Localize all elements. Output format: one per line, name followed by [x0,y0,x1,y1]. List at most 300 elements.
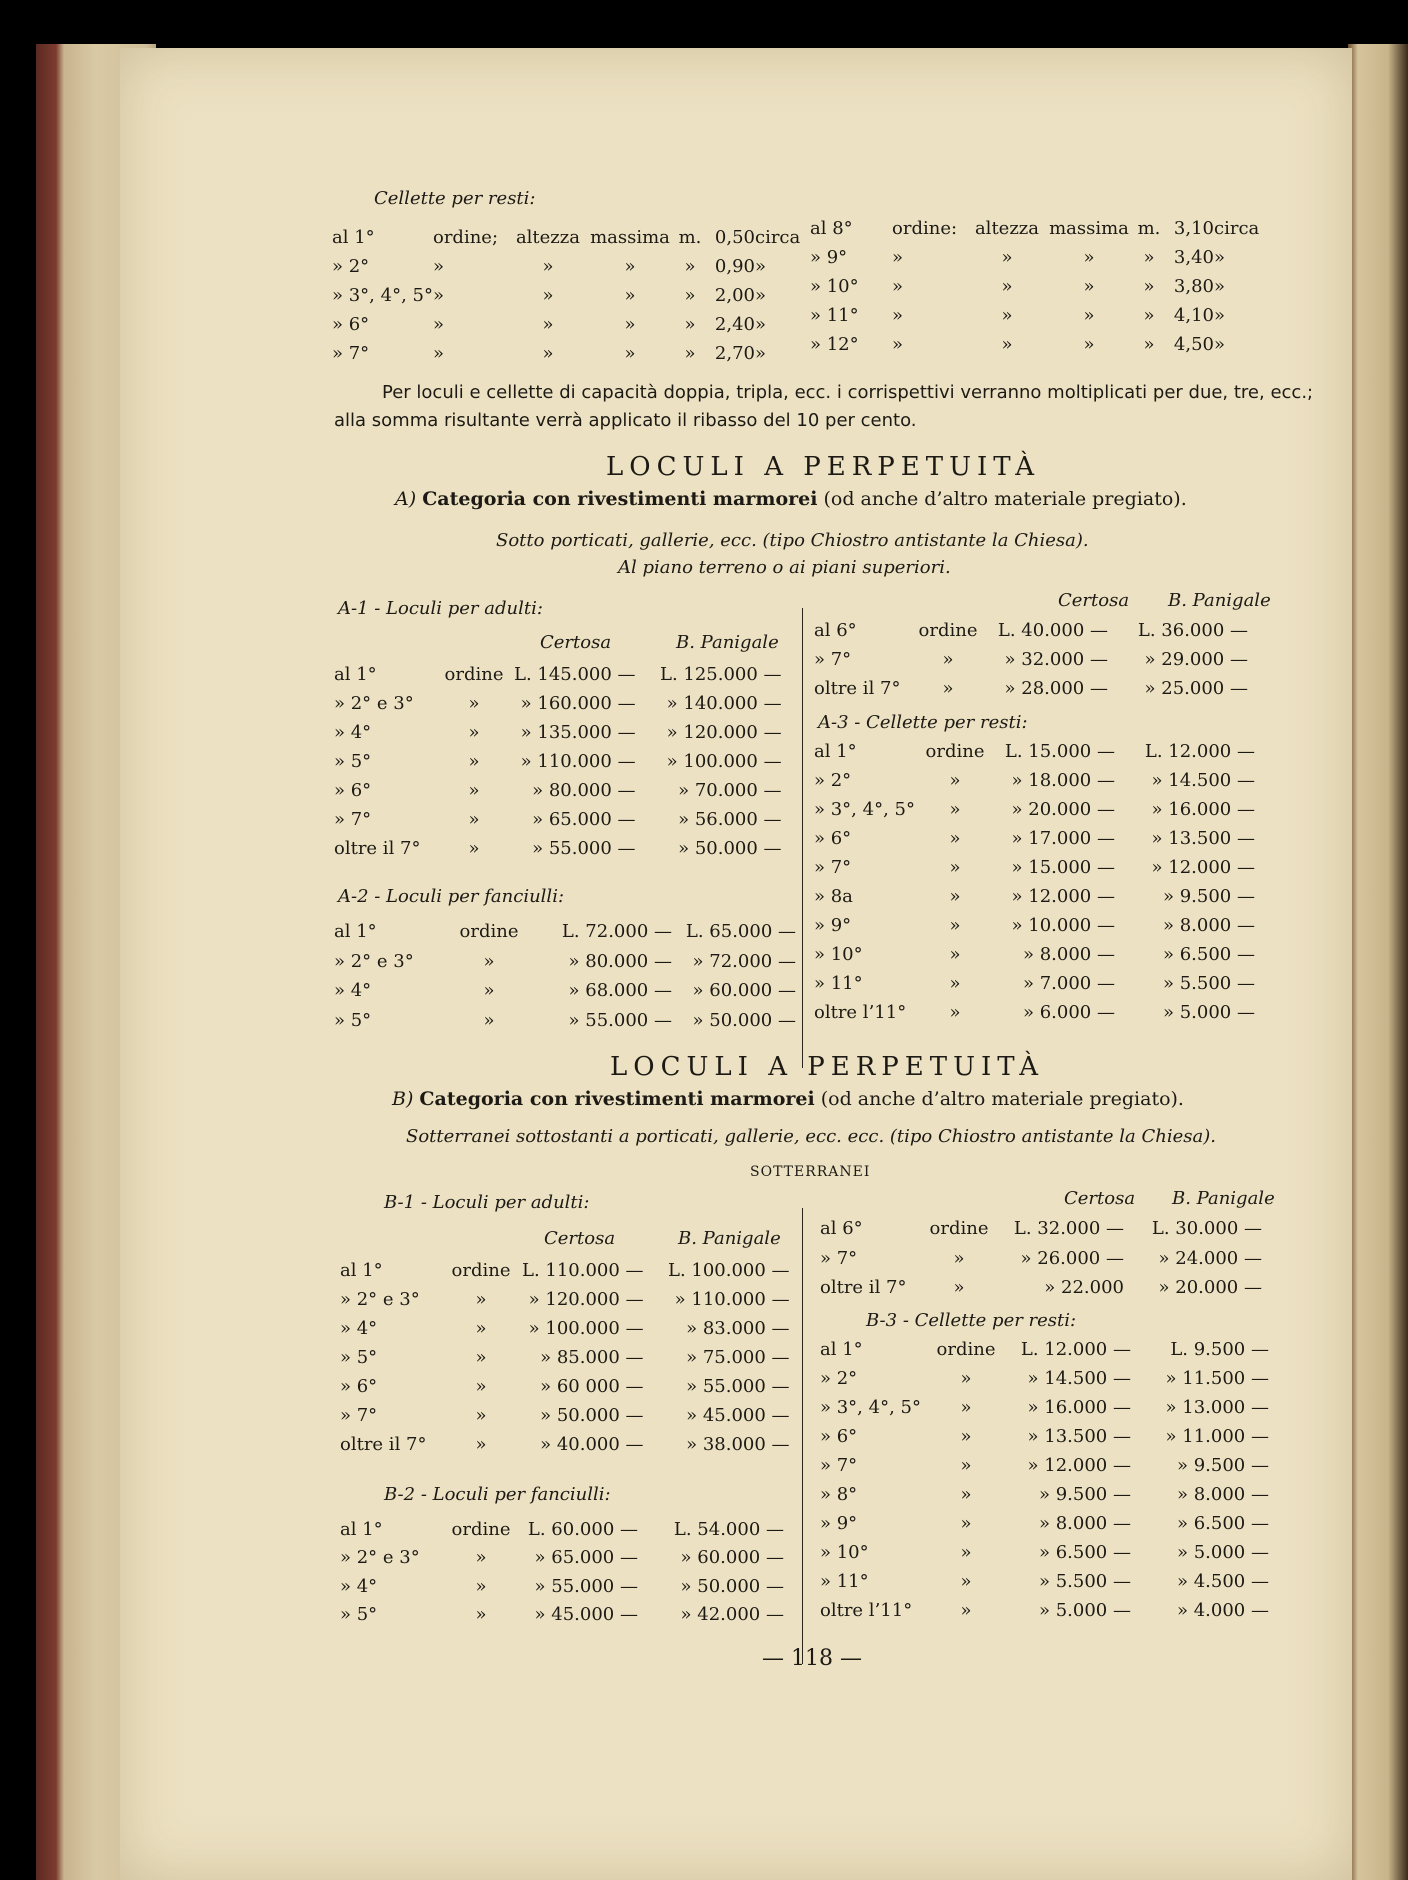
cellette-cell-d: m. [1137,218,1161,239]
price-row [814,674,1248,703]
cellette-cell-u: » [1214,247,1226,268]
cell-ordine: » [953,1247,965,1269]
cellette-row [332,252,801,281]
section-b-sub1: Sotterranei sottostanti a porticati, gallerie, ecc. ecc. (tipo Chiostro antistante la Chiesa). [406,1126,1216,1147]
cell-order: al 6° [820,1218,863,1240]
cellette-cell-b: » [1001,276,1013,297]
cellette-cell-b: » [1001,305,1013,326]
cell-ordine: ordine [444,664,504,685]
cell-panigale-price: » 6.500 — [1162,944,1255,965]
cell-order: » 3°, 4°, 5° [814,799,915,820]
cell-panigale-price: » 11.500 — [1165,1368,1269,1389]
cell-ordine: » [960,1455,972,1476]
cell-ordine: » [483,980,495,1002]
cell-panigale-price: » 24.000 — [1158,1247,1262,1269]
cell-panigale-price: » 12.000 — [1151,857,1255,878]
price-row [820,1244,1262,1274]
cell-panigale-price: » 14.500 — [1151,770,1255,791]
price-row [340,1544,784,1573]
cell-certosa-price: » 80.000 — [532,780,636,801]
sotterranei-label: SOTTERRANEI [750,1164,871,1180]
document-page [120,48,1352,1880]
cell-panigale-price: » 13.000 — [1165,1397,1269,1418]
cell-panigale-price: » 29.000 — [1144,649,1248,670]
cell-panigale-price: » 100.000 — [666,751,782,772]
cell-panigale-price: » 83.000 — [686,1318,790,1339]
cell-certosa-price: » 65.000 — [532,809,636,830]
cell-ordine: ordine [929,1218,989,1240]
cell-panigale-price: L. 54.000 — [673,1518,784,1540]
price-row [340,1430,790,1459]
cellette-cell-d: » [1143,247,1155,268]
cellette-cell-u: » [754,343,766,364]
cell-certosa-price: L. 12.000 — [1020,1339,1131,1360]
cell-certosa-price: » 18.000 — [1011,770,1115,791]
cell-panigale-price: » 5.000 — [1176,1542,1269,1563]
cellette-cell-u: circa [754,227,801,248]
cell-order: » 9° [814,915,852,936]
b3-table [820,1335,1269,1625]
cell-certosa-price: » 50.000 — [540,1405,644,1426]
cell-certosa-price: » 55.000 — [568,1009,672,1031]
cellette-cell-ord: » 3°, 4°, 5° [332,285,433,306]
cellette-cell-b: » [542,256,554,277]
cell-panigale-price: » 72.000 — [692,950,796,972]
price-row [340,1401,790,1430]
cell-order: oltre il 7° [820,1277,907,1299]
cellette-cell-v: 3,10 [1173,218,1214,239]
cellette-cell-c: massima [1049,218,1129,239]
cell-order: al 1° [340,1518,383,1540]
price-row [340,1601,784,1630]
price-row [820,1273,1262,1303]
cellette-row [810,301,1260,330]
cell-certosa-price: » 80.000 — [568,950,672,972]
cell-panigale-price: L. 30.000 — [1151,1218,1262,1240]
cell-order: » 7° [820,1455,858,1476]
cellette-cell-b: » [542,285,554,306]
cell-certosa-price: L. 40.000 — [997,620,1108,641]
cell-panigale-price: » 5.000 — [1162,1002,1255,1023]
cell-certosa-price: » 55.000 — [534,1575,638,1597]
section-a-category-rest: (od anche d’altro materiale pregiato). [823,488,1187,510]
cell-order: » 2° e 3° [334,693,414,714]
cell-order: » 6° [814,828,852,849]
section-b-heading: LOCULI A PERPETUITÀ [610,1052,1044,1082]
cell-ordine: » [960,1571,972,1592]
cell-certosa-price: » 55.000 — [532,838,636,859]
price-row [820,1509,1269,1538]
cell-panigale-price: » 16.000 — [1151,799,1255,820]
cellette-cell-v: 2,40 [714,314,755,335]
section-a-category-bold: Categoria con rivestimenti marmorei [422,488,818,510]
b1-col-panigale: B. Panigale [678,1228,781,1249]
cell-certosa-price: » 160.000 — [520,693,636,714]
cellette-cell-d: » [684,314,696,335]
cellette-cell-a: » [432,343,444,364]
cell-ordine: » [960,1513,972,1534]
cell-panigale-price: » 8.000 — [1162,915,1255,936]
cell-order: » 7° [814,857,852,878]
cell-certosa-price: » 26.000 — [1020,1247,1124,1269]
cellette-cell-u: » [754,256,766,277]
cell-order: oltre il 7° [334,838,421,859]
cellette-note-line1: Per loculi e cellette di capacità doppia, tripla, ecc. i corrispettivi verranno moltiplicati per due, tre, ecc.; [382,382,1314,403]
cellette-cell-d: m. [678,227,702,248]
section-a-divider [802,608,803,1068]
cell-ordine: » [483,1009,495,1031]
cell-ordine: ordine [451,1260,511,1281]
cellette-cell-b: » [1001,334,1013,355]
cell-certosa-price: » 28.000 — [1004,678,1108,699]
cell-order: » 3°, 4°, 5° [820,1397,921,1418]
cell-ordine: » [475,1376,487,1397]
cell-order: » 10° [814,944,863,965]
cell-ordine: » [475,1289,487,1310]
cell-order: al 1° [334,921,377,943]
cell-panigale-price: » 8.000 — [1176,1484,1269,1505]
price-row [334,1006,796,1036]
cellette-row [332,223,801,252]
cellette-cell-a: » [892,276,904,297]
cellette-cell-v: 3,40 [1173,247,1214,268]
cell-order: oltre il 7° [814,678,901,699]
cell-order: » 10° [820,1542,869,1563]
cell-ordine: » [960,1397,972,1418]
cell-certosa-price: » 22.000 [1044,1277,1124,1299]
cell-panigale-price: » 42.000 — [680,1604,784,1626]
cellette-cell-d: » [1143,334,1155,355]
cellette-row [810,214,1260,243]
cell-order: » 11° [820,1571,869,1592]
cell-order: oltre l’11° [814,1002,907,1023]
cellette-cell-a: » [432,256,444,277]
cell-ordine: ordine [459,921,519,943]
cell-ordine: » [949,828,961,849]
cell-ordine: » [475,1347,487,1368]
cellette-cell-a: ordine; [432,227,499,248]
cell-order: » 2° e 3° [334,950,414,972]
price-row [340,1314,790,1343]
section-a-sub2: Al piano terreno o ai piani superiori. [618,557,951,578]
cellette-cell-ord: » 7° [332,343,370,364]
book-right-edge [1348,44,1408,1880]
cell-order: » 11° [814,973,863,994]
price-row [820,1422,1269,1451]
cellette-cell-u: » [1214,334,1226,355]
cellette-cell-ord: al 8° [810,218,853,239]
section-a-heading: LOCULI A PERPETUITÀ [606,452,1040,482]
a1-col-certosa: Certosa [540,632,612,653]
price-row [820,1335,1269,1364]
cellette-cell-c: » [1083,334,1095,355]
cell-order: » 7° [814,649,852,670]
cell-panigale-price: » 20.000 — [1158,1277,1262,1299]
cellette-row [810,330,1260,359]
cell-order: al 1° [820,1339,863,1360]
price-row [340,1285,790,1314]
cell-ordine: » [942,649,954,670]
cell-certosa-price: » 17.000 — [1011,828,1115,849]
cell-order: oltre il 7° [340,1434,427,1455]
cell-panigale-price: L. 12.000 — [1144,741,1255,762]
cell-certosa-price: L. 15.000 — [1004,741,1115,762]
cell-ordine: » [949,770,961,791]
cellette-note-line2: alla somma risultante verrà applicato il ribasso del 10 per cento. [334,410,917,431]
cell-certosa-price: » 100.000 — [528,1318,644,1339]
cell-certosa-price: » 40.000 — [540,1434,644,1455]
price-row [814,766,1255,795]
price-row [340,1572,784,1601]
cellette-cell-b: » [1001,247,1013,268]
b2-table [340,1515,784,1629]
a-right-col-certosa: Certosa [1058,590,1130,611]
price-row [814,969,1255,998]
cellette-cell-a: ordine: [892,218,958,239]
cell-ordine: » [949,973,961,994]
cellette-cell-a: » [432,285,444,306]
cell-order: » 8° [820,1484,858,1505]
cell-certosa-price: » 12.000 — [1027,1455,1131,1476]
cell-ordine: » [475,1434,487,1455]
cellette-cell-a: » [892,247,904,268]
cellette-cell-u: » [1214,305,1226,326]
cell-order: » 6° [820,1426,858,1447]
cell-panigale-price: L. 65.000 — [685,921,796,943]
page-number: — 118 — [762,1646,862,1671]
cell-ordine: » [468,722,480,743]
price-row [820,1393,1269,1422]
cellette-cell-v: 0,50 [714,227,755,248]
price-row [814,882,1255,911]
cell-panigale-price: » 4.000 — [1176,1600,1269,1621]
cell-order: » 2° [814,770,852,791]
cell-panigale-price: » 70.000 — [678,780,782,801]
section-b-letter: B) [392,1088,414,1110]
cell-ordine: » [949,886,961,907]
cellette-cell-c: » [624,314,636,335]
cell-order: » 2° e 3° [340,1289,420,1310]
a-right-col-panigale: B. Panigale [1168,590,1271,611]
cellette-cell-c: » [1083,276,1095,297]
cell-ordine: » [468,751,480,772]
cell-ordine: » [949,915,961,936]
a1-title: A-1 - Loculi per adulti: [338,598,543,619]
cell-ordine: » [475,1547,487,1569]
cellette-cell-a: » [892,334,904,355]
cell-certosa-price: » 20.000 — [1011,799,1115,820]
cell-order: al 1° [814,741,857,762]
cellette-cell-c: » [624,256,636,277]
cellette-cell-b: » [542,343,554,364]
section-b-divider [802,1208,803,1664]
cellette-cell-d: » [684,343,696,364]
b2-title: B-2 - Loculi per fanciulli: [384,1484,611,1505]
cell-panigale-price: » 25.000 — [1144,678,1248,699]
cell-panigale-price: » 75.000 — [686,1347,790,1368]
cell-certosa-price: » 9.500 — [1038,1484,1131,1505]
cell-order: » 4° [340,1318,378,1339]
cell-certosa-price: » 5.000 — [1038,1600,1131,1621]
price-row [814,911,1255,940]
cell-panigale-price: » 110.000 — [674,1289,790,1310]
cell-ordine: » [468,780,480,801]
price-row [334,776,782,805]
cell-order: » 7° [340,1405,378,1426]
cell-certosa-price: » 85.000 — [540,1347,644,1368]
cell-panigale-price: » 140.000 — [666,693,782,714]
b-right-col-panigale: B. Panigale [1172,1188,1275,1209]
cellette-cell-u: » [754,285,766,306]
cell-ordine: » [949,857,961,878]
cell-ordine: » [949,799,961,820]
price-row [814,940,1255,969]
a2-title: A-2 - Loculi per fanciulli: [338,886,565,907]
cellette-row [810,243,1260,272]
a1-col-panigale: B. Panigale [676,632,779,653]
cell-certosa-price: » 15.000 — [1011,857,1115,878]
cell-order: » 9° [820,1513,858,1534]
cellette-cell-c: » [1083,247,1095,268]
section-b-category-bold: Categoria con rivestimenti marmorei [419,1088,815,1110]
cell-ordine: » [475,1318,487,1339]
cellette-cell-b: altezza [515,227,581,248]
cellette-cell-u: circa [1214,218,1260,239]
cellette-cell-u: » [754,314,766,335]
cell-panigale-price: » 55.000 — [686,1376,790,1397]
cell-certosa-price: » 135.000 — [520,722,636,743]
cell-certosa-price: » 6.500 — [1038,1542,1131,1563]
b1-col-certosa: Certosa [544,1228,616,1249]
cellette-cell-d: » [1143,276,1155,297]
cell-ordine: ordine [936,1339,996,1360]
cell-order: al 1° [340,1260,383,1281]
a2-table [334,917,796,1035]
cell-panigale-price: » 50.000 — [678,838,782,859]
cellette-cell-ord: » 12° [810,334,859,355]
cell-panigale-price: » 11.000 — [1165,1426,1269,1447]
cell-panigale-price: » 45.000 — [686,1405,790,1426]
cell-ordine: » [475,1405,487,1426]
cell-order: al 6° [814,620,857,641]
price-row [814,616,1248,645]
cell-ordine: » [475,1604,487,1626]
cell-panigale-price: L. 100.000 — [668,1260,790,1281]
price-row [340,1372,790,1401]
price-row [814,853,1255,882]
cellette-cell-c: » [624,343,636,364]
cell-ordine: » [468,809,480,830]
cell-ordine: » [483,950,495,972]
cell-certosa-price: » 14.500 — [1027,1368,1131,1389]
cell-certosa-price: » 10.000 — [1011,915,1115,936]
cellette-cell-ord: » 2° [332,256,370,277]
cellette-row [332,310,801,339]
cell-ordine: » [953,1277,965,1299]
cellette-cell-a: » [892,305,904,326]
price-row [820,1480,1269,1509]
cellette-cell-v: 0,90 [714,256,755,277]
cellette-cell-c: » [1083,305,1095,326]
price-row [340,1343,790,1372]
cellette-left-table [332,223,801,368]
price-row [814,795,1255,824]
cell-certosa-price: » 68.000 — [568,980,672,1002]
b1-continuation-table [820,1214,1262,1303]
cell-panigale-price: » 6.500 — [1176,1513,1269,1534]
cell-certosa-price: L. 110.000 — [522,1260,644,1281]
cellette-cell-ord: » 10° [810,276,859,297]
cell-order: al 1° [334,664,377,685]
cell-certosa-price: » 16.000 — [1027,1397,1131,1418]
price-row [820,1567,1269,1596]
cell-panigale-price: » 120.000 — [666,722,782,743]
section-b-category-rest: (od anche d’altro materiale pregiato). [820,1088,1184,1110]
cell-ordine: » [468,838,480,859]
b3-title: B-3 - Cellette per resti: [866,1310,1077,1331]
price-row [334,660,782,689]
cellette-cell-ord: » 6° [332,314,370,335]
a3-title: A-3 - Cellette per resti: [818,712,1028,733]
cell-certosa-price: L. 145.000 — [514,664,636,685]
price-row [334,747,782,776]
price-row [334,834,782,863]
cellette-cell-d: » [684,285,696,306]
cell-ordine: ordine [925,741,985,762]
cell-certosa-price: » 7.000 — [1022,973,1115,994]
price-row [820,1538,1269,1567]
cell-certosa-price: » 12.000 — [1011,886,1115,907]
cell-certosa-price: L. 60.000 — [527,1518,638,1540]
a1-table [334,660,782,863]
cell-ordine: » [942,678,954,699]
cell-certosa-price: » 32.000 — [1004,649,1108,670]
cell-certosa-price: » 6.000 — [1022,1002,1115,1023]
cell-order: » 5° [334,751,372,772]
price-row [334,917,796,947]
cell-order: » 6° [334,780,372,801]
cellette-cell-a: » [432,314,444,335]
cell-panigale-price: » 38.000 — [686,1434,790,1455]
price-row [334,947,796,977]
cell-certosa-price: » 8.000 — [1022,944,1115,965]
cell-panigale-price: » 60.000 — [692,980,796,1002]
price-row [334,689,782,718]
section-a-sub1: Sotto porticati, gallerie, ecc. (tipo Chiostro antistante la Chiesa). [496,530,1089,551]
cell-order: » 6° [340,1376,378,1397]
cell-certosa-price: » 8.000 — [1038,1513,1131,1534]
cellette-row [332,281,801,310]
cell-ordine: ordine [451,1518,511,1540]
cell-panigale-price: » 4.500 — [1176,1571,1269,1592]
cellette-cell-d: » [1143,305,1155,326]
cellette-title: Cellette per resti: [374,188,536,209]
section-b-category [392,1088,1184,1110]
cell-certosa-price: » 120.000 — [528,1289,644,1310]
a3-table [814,737,1255,1027]
cell-panigale-price: » 13.500 — [1151,828,1255,849]
cellette-row [810,272,1260,301]
cell-panigale-price: L. 125.000 — [660,664,782,685]
cellette-right-table [810,214,1260,359]
cellette-cell-ord: » 9° [810,247,848,268]
cell-panigale-price: » 56.000 — [678,809,782,830]
cell-order: » 8a [814,886,853,907]
b1-table [340,1256,790,1459]
cell-certosa-price: » 13.500 — [1027,1426,1131,1447]
cell-order: » 7° [820,1247,858,1269]
cell-order: » 5° [334,1009,372,1031]
